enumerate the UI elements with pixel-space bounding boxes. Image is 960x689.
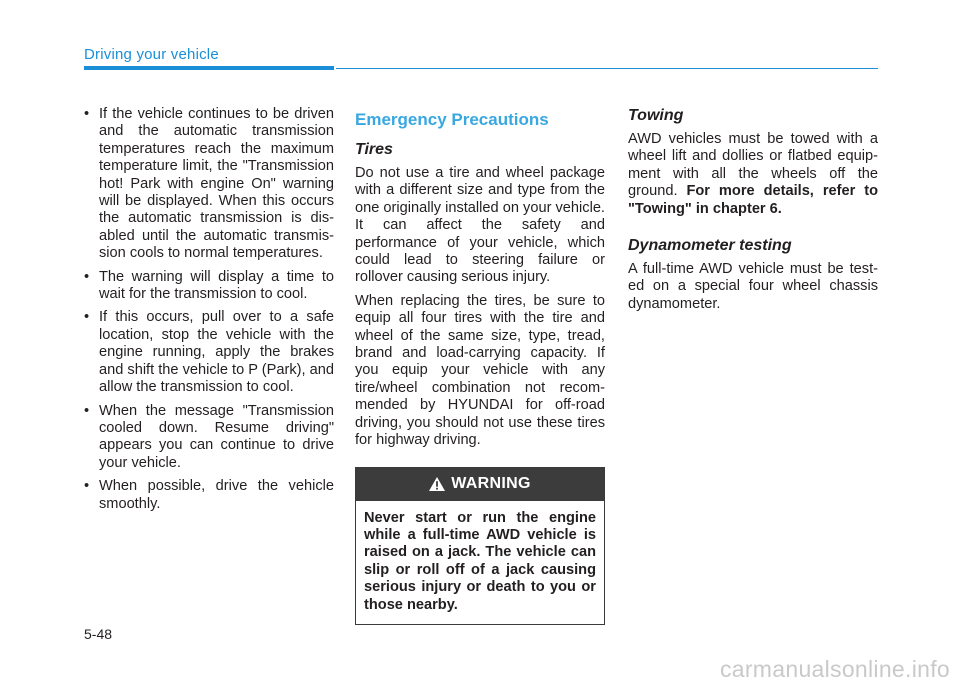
column-middle xyxy=(355,106,605,625)
bullet-item: • When the message "Transmission cooled down. Resume driving" appears you can continue to drive your vehicle. xyxy=(82,403,334,473)
sub-title-towing: Towing xyxy=(628,107,684,124)
tires-paragraph: Do not use a tire and wheel package with a different size and type from the one originally installed on your vehicle. It can affect the safety and performance of your vehicle, which could lead to steering failure or rollover causing serious injury. xyxy=(355,165,605,286)
column-left xyxy=(82,106,334,519)
transmission-bullet-list xyxy=(82,106,334,513)
tires-paragraph: When replacing the tires, be sure to equip all four tires with the tire and wheel of the same size, type, tread, brand and load-carrying capacity. If you equip your vehicle with any tire/wheel combination not recom-mended by HYUNDAI for off-road driving, you should not use these tires for highway driving. xyxy=(355,292,605,449)
bullet-item: • When possible, drive the vehicle smoothly. xyxy=(82,478,334,513)
watermark: carmanualsonline.info xyxy=(719,656,950,682)
towing-text: AWD vehicles must be towed with a wheel lift and dollies or flatbed equip-ment with all the wheels off the ground. xyxy=(628,131,878,200)
towing-paragraph xyxy=(628,131,878,218)
warning-text: Never start or run the engine while a full-time AWD vehicle is raised on a jack. The vehicle can slip or roll off of a jack causing serious injury or death to you or those nearby. xyxy=(364,509,596,613)
sub-title-tires: Tires xyxy=(355,141,393,158)
bullet-item: • If the vehicle continues to be driven and the automatic transmission temperatures reach the maximum temperature limit, the "Transmission hot! Park with engine On" warning will be displayed. When this occurs the automatic transmission is dis-abled until the automatic transmis-sion cools to normal temperatures. xyxy=(82,106,334,263)
warning-header xyxy=(356,468,604,501)
dynamometer-paragraph: A full-time AWD vehicle must be test-ed on a special four wheel chassis dynamometer. xyxy=(628,261,878,312)
warning-label: WARNING xyxy=(451,475,531,493)
running-header: Driving your vehicle xyxy=(84,46,219,63)
page-number: 5-48 xyxy=(84,626,113,642)
warning-box xyxy=(355,467,605,625)
towing-reference: For more details, refer to "Towing" in chapter 6. xyxy=(628,183,878,217)
bullet-item: • If this occurs, pull over to a safe location, stop the vehicle with the engine running, apply the brakes and shift the vehicle to P (Park), and allow the transmission to cool. xyxy=(82,309,334,396)
sub-title-dynamometer: Dynamometer testing xyxy=(628,237,792,255)
header-rule-thick xyxy=(84,66,334,70)
bullet-item: • The warning will display a time to wait for the transmission to cool. xyxy=(82,269,334,304)
column-right xyxy=(628,106,878,319)
section-title-emergency: Emergency Precautions xyxy=(355,110,549,129)
header-rule-thin xyxy=(336,68,878,69)
warning-triangle-icon xyxy=(429,477,445,491)
